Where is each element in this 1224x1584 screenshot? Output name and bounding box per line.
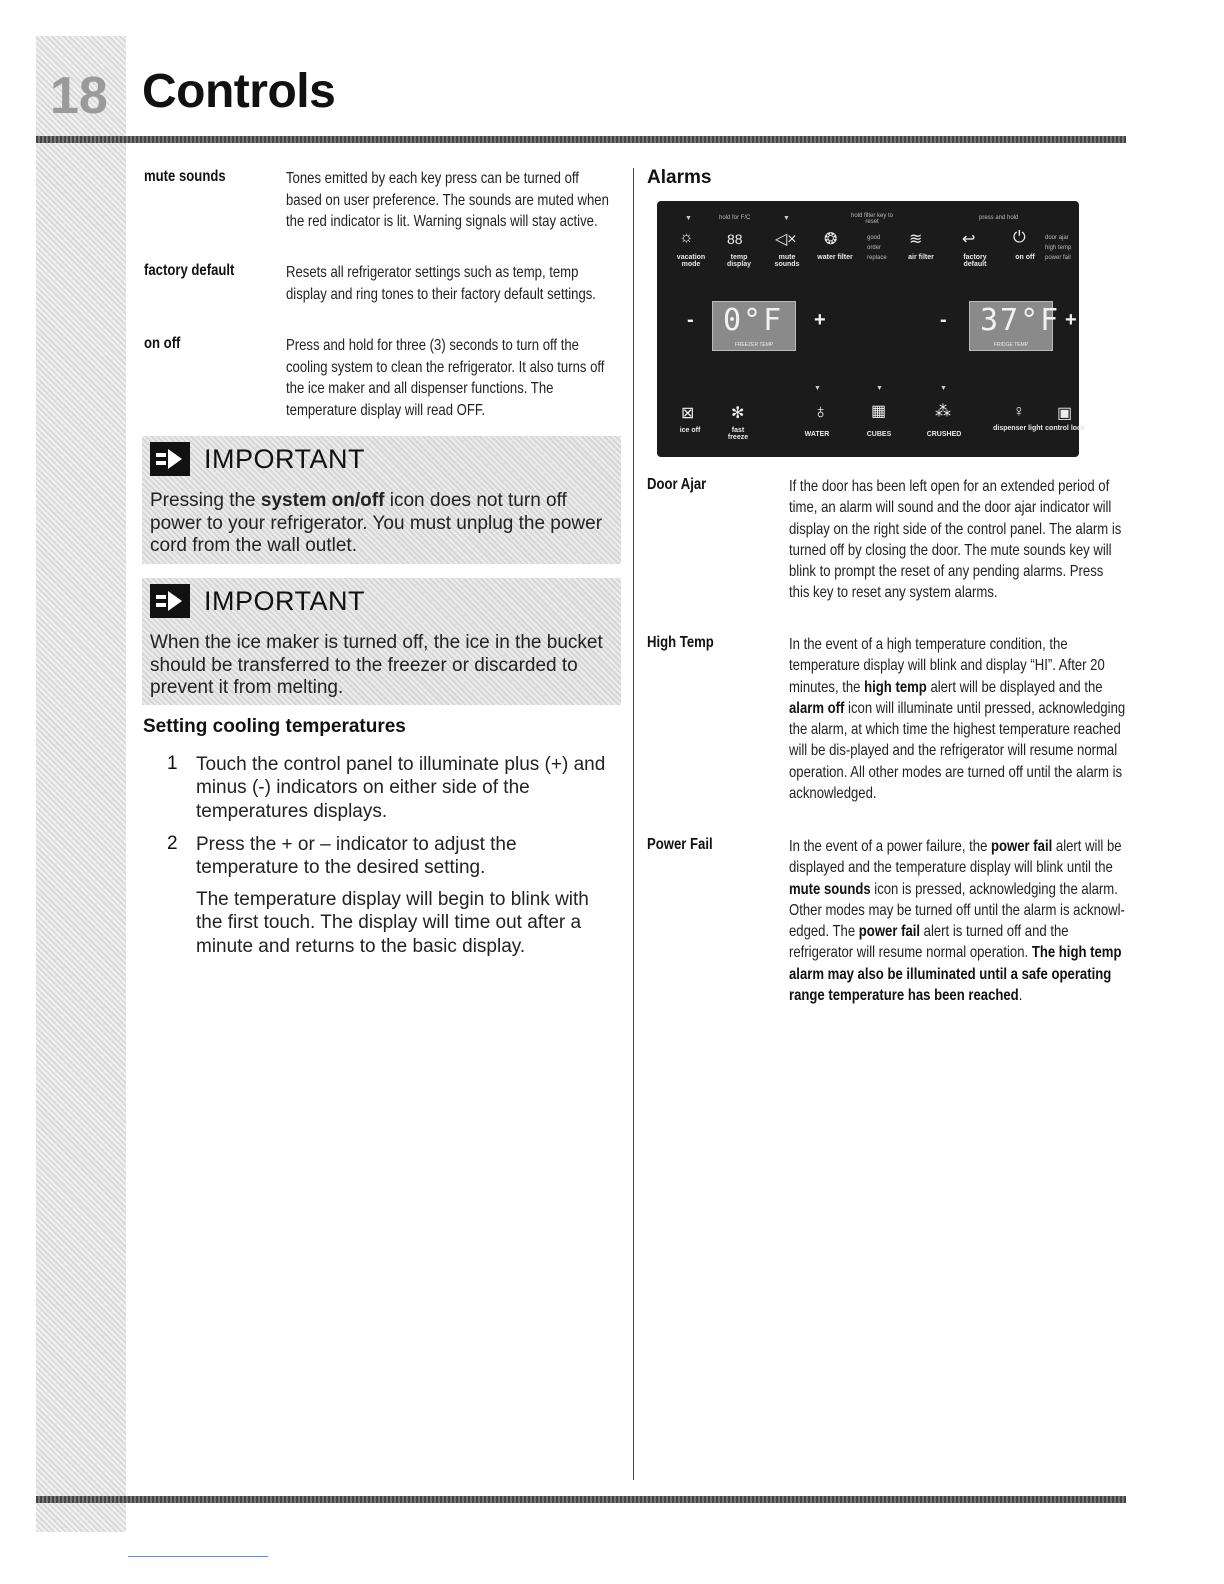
def-term-factory-default: factory default [144,262,235,279]
alarm-text: . [1018,987,1023,1005]
temp-display-icon: 88 [727,231,743,247]
page-number: 18 [50,67,108,125]
alarm-desc-power-fail [789,836,1125,1006]
alarm-text: alert will be displayed and the temperature display will blink until the [789,838,1122,877]
arrow-down-icon: ▼ [876,385,883,392]
key-water[interactable]: WATER [804,431,830,438]
important-box-power [142,436,621,564]
air-filter-icon: ≋ [909,231,923,248]
hold-fc-label: hold for F/C [719,215,751,221]
key-factory-default[interactable]: factory default [963,254,987,268]
alarms-heading: Alarms [647,167,712,188]
alarm-bold: power fail [858,923,921,941]
def-desc-factory-default: Resets all refrigerator settings such as temp, temp display and ring tones to their factory default settings. [286,264,596,303]
alarm-desc-door-ajar: If the door has been left open for an extended period of time, an alarm will sound and the door ajar indicator will display on the right side of the control panel. The alarm is turned off by closing the door. The mute sounds key will blink to prompt the reset of any pending alarms. Press this key to reset any system alarms. [789,478,1122,602]
important-bold: system on/off [260,490,385,511]
alarm-text: icon is pressed, acknowledging the alarm. Other modes may be turned off until the alarm is acknowl-edged. The [789,880,1125,941]
key-fast-freeze[interactable]: fast freeze [727,427,749,441]
fridge-display [969,301,1061,351]
important-header [142,436,621,482]
filter-status-replace: replace [867,255,887,261]
def-term-on-off: on off [144,335,181,352]
important-box-ice [142,578,621,705]
def-desc-mute-sounds: Tones emitted by each key press can be turned off based on user preference. The sounds are muted when the red indicator is lit. Warning signals will stay active. [286,170,609,231]
fridge-plus-button[interactable]: + [1065,309,1077,331]
page-title: Controls [142,65,336,118]
press-hold-label: press and hold [979,215,1019,221]
alarm-desc-high-temp [789,634,1125,804]
speaker-mute-icon: ◁× [775,231,797,248]
fridge-temp-value: 37°F [980,303,1061,338]
water-icon: ♁ [813,401,828,423]
step-number: 1 [167,753,178,774]
water-drop-icon: ❂ [824,231,838,248]
key-vacation-mode[interactable]: vacation mode [676,254,706,268]
sun-icon: ☼ [679,229,694,246]
column-divider [633,168,634,1480]
alarm-high-temp: high temp [1045,245,1072,251]
fridge-temp-label: FRIDGE TEMP [993,342,1029,348]
alarm-text: In the event of a power failure, the [789,838,992,855]
crushed-ice-icon: ⁂ [935,403,951,420]
arrow-right-icon [150,584,190,618]
key-ice-off[interactable]: ice off [679,427,701,434]
important-body: When the ice maker is turned off, the ice in the bucket should be transferred to the freezer or discarded to prevent it from melting. [150,632,603,699]
key-water-filter[interactable]: water filter [817,254,853,261]
def-desc-on-off: Press and hold for three (3) seconds to turn off the cooling system to clean the refrigerator. It also turns off the ice maker and all dispenser functions. The temperature display will read OFF. [286,337,605,419]
key-control-lock[interactable]: control lock [1045,425,1085,432]
header-rule [36,136,1126,143]
key-mute-sounds[interactable]: mute sounds [774,254,800,268]
alarm-term-power-fail: Power Fail [647,836,713,853]
important-text: Pressing the [150,490,261,511]
important-body [142,482,621,568]
def-term-mute-sounds: mute sounds [144,168,226,185]
key-dispenser-light[interactable]: dispenser light [993,425,1043,432]
alarm-text: In the event of a high temperature condition, the temperature display will blink and display “HI”. After 20 minutes, the [789,636,1105,696]
control-panel [657,201,1085,457]
side-tab-strip [36,36,126,1532]
alarm-door-ajar: door ajar [1045,235,1069,241]
important-title: IMPORTANT [204,443,366,474]
freezer-display [712,301,796,351]
alarm-bold: power fail [991,838,1053,855]
key-temp-display[interactable]: temp display [726,254,752,268]
light-bulb-icon: ♀ [1013,403,1025,420]
alarm-text: alert is turned off and the refrigerator will resume normal operation. [789,923,1069,962]
snowflake-icon: ✻ [731,405,745,422]
freezer-minus-button[interactable]: - [687,309,694,331]
cooling-note: The temperature display will begin to blink with the first touch. The display will time out after a minute and returns to the basic display. [196,889,589,957]
ice-off-icon: ⊠ [681,405,695,422]
footer-link-line [128,1556,268,1557]
alarm-bold: high temp [864,678,927,696]
alarm-term-door-ajar: Door Ajar [647,476,707,493]
filter-status-good: good [867,235,881,241]
alarm-bold: alarm off [789,699,845,717]
key-on-off[interactable]: on off [1015,254,1035,261]
alarm-bold: The high temp alarm may also be illuminated until a safe operating range temperature has been reached [789,944,1122,1005]
step-number: 2 [167,833,178,854]
fridge-minus-button[interactable]: - [940,309,947,331]
arrow-down-icon: ▼ [814,385,821,392]
filter-status-order: order [867,245,882,251]
freezer-temp-label: FREEZER TEMP [734,342,774,348]
footer-rule [36,1496,1126,1503]
lock-icon: ▣ [1057,405,1073,422]
arrow-down-icon: ▼ [940,385,947,392]
alarm-text: icon will illuminate until pressed, acknowledging the alarm, at which time the highest temperature reached will be dis-played and the refrigerator will resume normal operation. All other modes are turned off until the alarm is acknowledged. [789,699,1126,803]
important-title: IMPORTANT [204,585,366,616]
freezer-temp-value: 0°F [723,303,784,338]
important-header [142,578,621,624]
alarm-term-high-temp: High Temp [647,634,714,651]
key-air-filter[interactable]: air filter [908,254,934,261]
cooling-heading: Setting cooling temperatures [143,716,406,737]
key-cubes[interactable]: CUBES [866,431,892,438]
freezer-plus-button[interactable]: + [814,309,826,331]
step-text: Press the + or – indicator to adjust the temperature to the desired setting. [196,834,517,879]
arrow-right-icon [150,442,190,476]
alarm-text: alert will be displayed and the [926,678,1103,696]
important-text: icon does not turn off power to your refrigerator. You must unplug the power cord from the wall outlet. [150,490,603,557]
key-crushed[interactable]: CRUSHED [926,431,962,438]
arrow-down-icon: ▼ [685,215,692,222]
alarm-power-fail: power fail [1045,255,1071,261]
alarm-bold: mute sounds [789,880,871,898]
cubes-icon: ▦ [871,403,887,420]
step-text: Touch the control panel to illuminate plus (+) and minus (-) indicators on either side of the temperatures displays. [196,754,606,822]
arrow-down-icon: ▼ [783,215,790,222]
hold-filter-label: hold filter key to reset [850,213,894,225]
power-icon[interactable]: ⏻ [1013,229,1026,246]
return-arrow-icon: ↩ [962,231,976,248]
